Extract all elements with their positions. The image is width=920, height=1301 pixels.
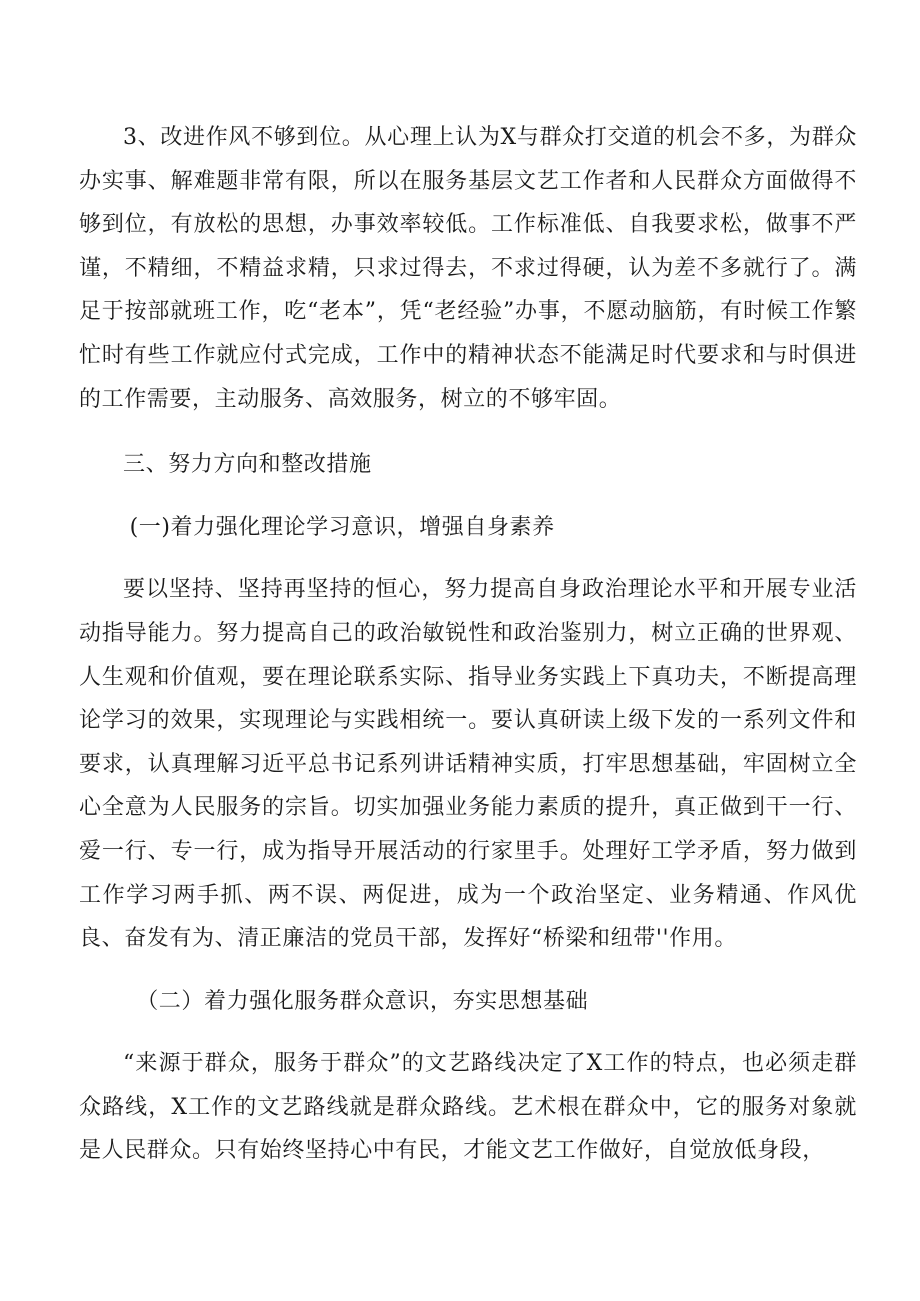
- subheading-theory-study: (一)着力强化理论学习意识，增强自身素养: [129, 514, 555, 540]
- document-page: [79, 116, 857, 1173]
- section-heading-direction: 三、努力方向和整改措施: [123, 452, 372, 478]
- paragraph-improve-style: 3、改进作风不够到位。从心理上认为X与群众打交道的机会不多，为群众办实事、解难题非常有限，所以在服务基层文艺工作者和人民群众方面做得不够到位，有放松的思想，办事效率较低。工作标准低、自我要求松，做事不严谨，不精细，不精益求精，只求过得去，不求过得硬，认为差不多就行了。满足于按部就班工作，吃“老本”，凭“老经验”办事，不愿动脑筋，有时候工作繁忙时有些工作就应付式完成，工作中的精神状态不能满足时代要求和与时俱进的工作需要，主动服务、高效服务，树立的不够牢固。: [79, 125, 857, 412]
- subheading-serve-masses: （二）着力强化服务群众意识，夯实思想基础: [136, 988, 589, 1014]
- paragraph-theory-study: 要以坚持、坚持再坚持的恒心，努力提高自身政治理论水平和开展专业活动指导能力。努力提高自己的政治敏锐性和政治鉴别力，树立正确的世界观、人生观和价值观，要在理论联系实际、指导业务实践上下真功夫，不断提高理论学习的效果，实现理论与实践相统一。要认真研读上级下发的一系列文件和要求，认真理解习近平总书记系列讲话精神实质，打牢思想基础，牢固树立全心全意为人民服务的宗旨。切实加强业务能力素质的提升，真正做到干一行、爱一行、专一行，成为指导开展活动的行家里手。处理好工学矛盾，努力做到工作学习两手抓、两不误、两促进，成为一个政治坚定、业务精通、作风优良、奋发有为、清正廉洁的党员干部，发挥好“桥梁和纽带''作用。: [79, 577, 857, 952]
- paragraph-serve-masses: “来源于群众，服务于群众”的文艺路线决定了X工作的特点，也必须走群众路线，X工作的文艺路线就是群众路线。艺术根在群众中，它的服务对象就是人民群众。只有始终坚持心中有民，才能文艺工作做好，自觉放低身段，: [79, 1051, 857, 1164]
